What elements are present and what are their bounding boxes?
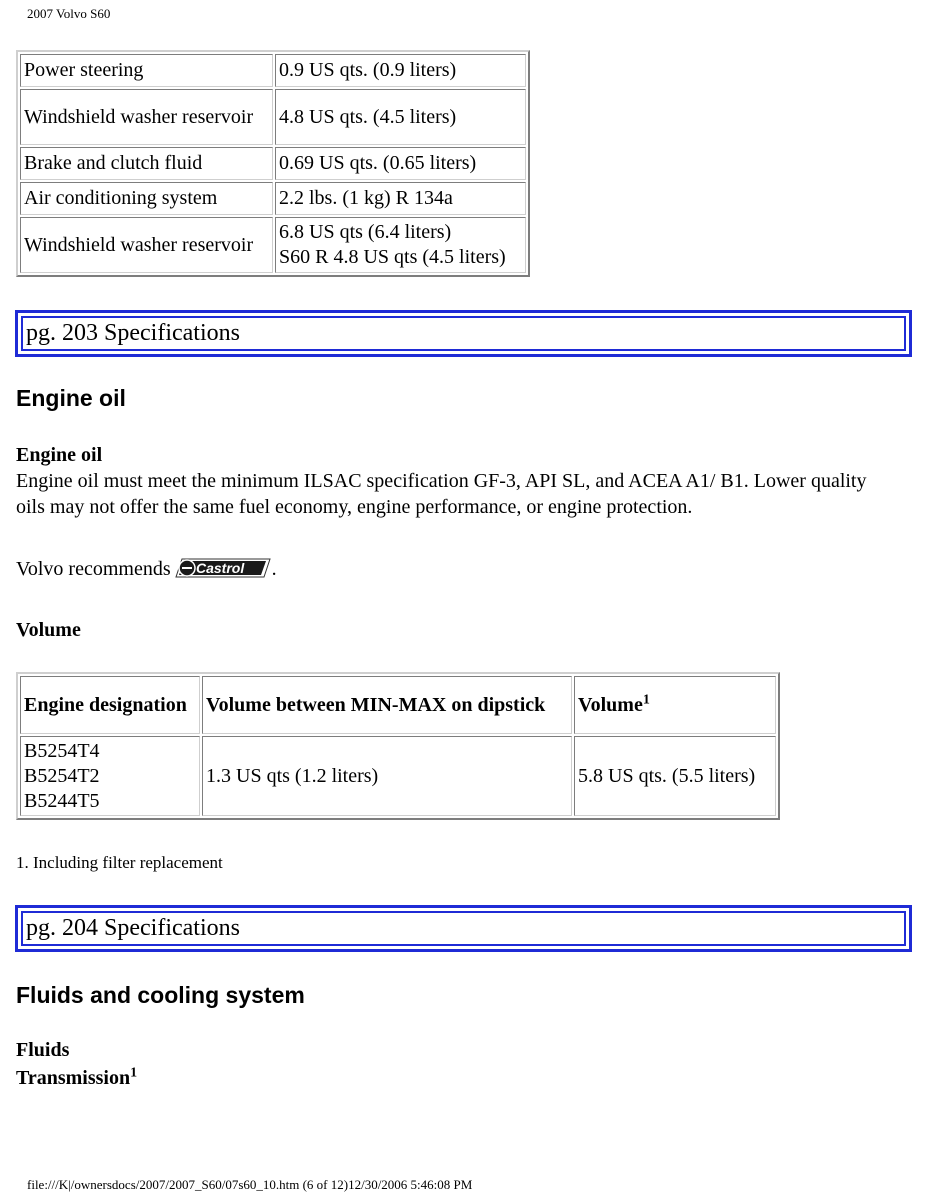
document-header: 2007 Volvo S60 xyxy=(27,6,111,21)
volume-header-text: Volume xyxy=(578,693,643,716)
table-cell: Power steering xyxy=(20,54,273,87)
table-cell: 0.69 US qts. (0.65 liters) xyxy=(275,147,526,180)
oil-volume-table xyxy=(16,672,780,820)
engine-code: B5254T2 xyxy=(24,764,100,787)
footnote-marker: 1 xyxy=(642,691,650,707)
footnote-marker: 1 xyxy=(130,1065,138,1081)
table-row xyxy=(20,182,526,215)
page-marker-204 xyxy=(15,905,912,952)
recommend-end: . xyxy=(271,558,277,580)
table-cell: Brake and clutch fluid xyxy=(20,147,273,180)
table-cell: Windshield washer reservoir xyxy=(20,89,273,145)
file-path-footer: file:///K|/ownersdocs/2007/2007_S60/07s60_10.htm (6 of 12)12/30/2006 5:46:08 PM xyxy=(27,1177,473,1192)
engine-code: B5244T5 xyxy=(24,789,100,812)
subheading: Fluids xyxy=(16,1039,70,1061)
engine-code: B5254T4 xyxy=(24,739,100,762)
castrol-logo xyxy=(174,555,272,588)
table-row xyxy=(20,147,526,180)
svg-text:Castrol: Castrol xyxy=(195,560,244,576)
table-cell: Air conditioning system xyxy=(20,182,273,215)
table-row xyxy=(20,54,526,87)
table-cell xyxy=(275,217,526,273)
subheading xyxy=(16,1067,137,1090)
table-cell xyxy=(20,736,200,816)
section-heading: Engine oil xyxy=(16,385,126,411)
page-marker-203 xyxy=(15,310,912,357)
column-header: Volume between MIN-MAX on dipstick xyxy=(202,676,572,734)
table-cell: 4.8 US qts. (4.5 liters) xyxy=(275,89,526,145)
recommend-text: Volvo recommends xyxy=(16,558,171,580)
table-cell: Windshield washer reservoir xyxy=(20,217,273,273)
footnote: 1. Including filter replacement xyxy=(16,853,223,872)
column-header: Engine designation xyxy=(20,676,200,734)
fluids-capacity-table xyxy=(16,50,530,277)
value-line: S60 R 4.8 US qts (4.5 liters) xyxy=(279,246,506,268)
table-cell: 0.9 US qts. (0.9 liters) xyxy=(275,54,526,87)
table-row xyxy=(20,217,526,273)
value-line: 6.8 US qts (6.4 liters) xyxy=(279,221,452,243)
oil-paragraph: Engine oil must meet the minimum ILSAC specification GF-3, API SL, and ACEA A1/ B1. Lower quality oils may not offer the same fuel economy, engine performance, or engine protection. xyxy=(16,470,867,518)
table-header-row xyxy=(20,676,776,734)
table-row xyxy=(20,89,526,145)
table-cell: 2.2 lbs. (1 kg) R 134a xyxy=(275,182,526,215)
volume-label: Volume xyxy=(16,619,81,641)
transmission-text: Transmission xyxy=(16,1067,131,1089)
table-cell: 1.3 US qts (1.2 liters) xyxy=(202,736,572,816)
section-heading: Fluids and cooling system xyxy=(16,982,305,1008)
page-marker-label: pg. 204 Specifications xyxy=(21,911,906,946)
table-cell: 5.8 US qts. (5.5 liters) xyxy=(574,736,776,816)
column-header xyxy=(574,676,776,734)
page-marker-label: pg. 203 Specifications xyxy=(21,316,906,351)
subheading: Engine oil xyxy=(16,444,103,466)
table-row xyxy=(20,736,776,816)
recommendation-line xyxy=(16,555,896,588)
